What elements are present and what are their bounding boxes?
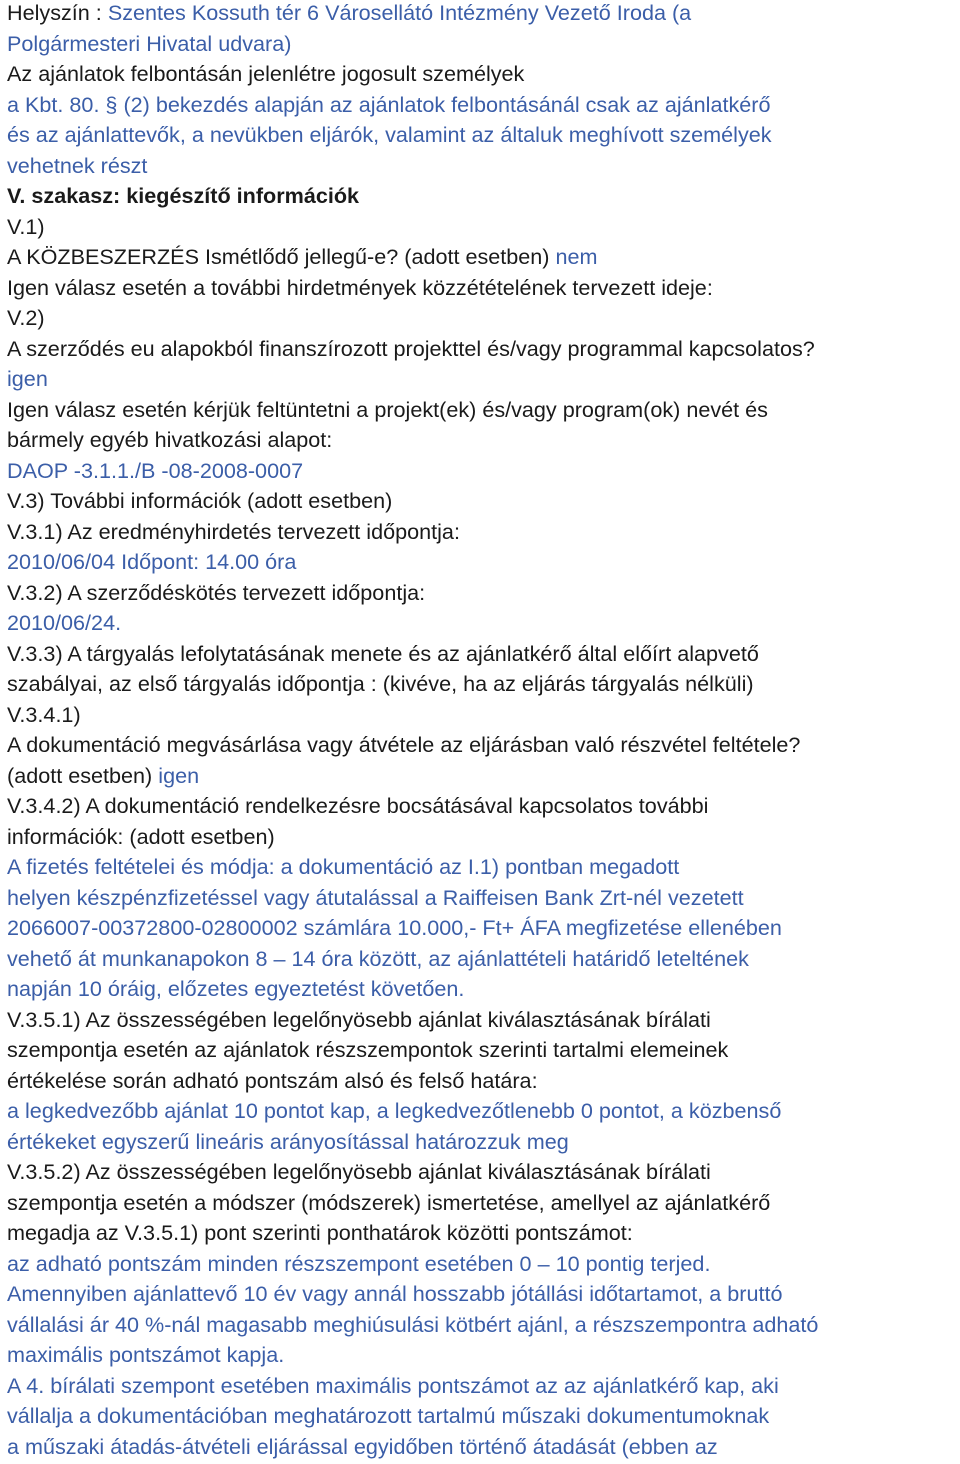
text-line <box>7 669 957 700</box>
label-text: (adott esetben) <box>7 762 159 788</box>
value-text: vállalja a dokumentációban meghatározott tartalmú műszaki dokumentumoknak <box>7 1403 770 1428</box>
value-text: a műszaki átadás-átvételi eljárással egyidőben történő átadását (ebben az <box>7 1433 718 1459</box>
section-heading: V. szakasz: kiegészítő információk <box>7 183 360 208</box>
label-text: V.3.4.2) A dokumentáció rendelkezésre bocsátásával kapcsolatos további <box>7 793 709 818</box>
text-line <box>7 974 957 1005</box>
text-line <box>7 151 957 182</box>
text-line <box>7 1279 957 1310</box>
label-text: V.3.2) A szerződéskötés tervezett időpontja: <box>7 579 426 605</box>
text-line <box>7 1005 957 1036</box>
value-text: vehető át munkanapokon 8 – 14 óra között, az ajánlattételi határidő leteltének <box>7 945 749 971</box>
text-line <box>7 1218 957 1249</box>
text-line <box>7 1096 957 1127</box>
value-text: 2066007-00372800-02800002 számlára 10.000,- Ft+ ÁFA megfizetése ellenében <box>7 915 782 940</box>
value-text: A fizetés feltételei és módja: a dokumentáció az I.1) pontban megadott <box>7 854 680 879</box>
text-line <box>7 791 957 822</box>
label-text: információk: (adott esetben) <box>7 823 275 849</box>
text-line <box>7 303 957 334</box>
text-line <box>7 700 957 731</box>
text-line <box>7 29 957 60</box>
text-line <box>7 0 957 29</box>
value-text: maximális pontszámot kapja. <box>7 1342 285 1367</box>
text-line <box>7 395 957 426</box>
value-text: értékeket egyszerű lineáris arányosítással határozzuk meg <box>7 1128 569 1154</box>
value-text: nem <box>555 244 598 269</box>
value-text: DAOP -3.1.1./B -08-2008-0007 <box>7 457 304 483</box>
label-text: szabályai, az első tárgyalás időpontja : (kivéve, ha az eljárás tárgyalás nélküli) <box>7 671 754 696</box>
text-line <box>7 59 957 90</box>
label-text: V.3.5.1) Az összességében legelőnyösebb ajánlat kiválasztásának bírálati <box>7 1006 711 1032</box>
text-line <box>7 364 957 395</box>
text-line <box>7 761 957 792</box>
label-text: bármely egyéb hivatkozási alapot: <box>7 427 333 452</box>
document-page <box>7 0 957 1462</box>
text-line <box>7 273 957 304</box>
text-line <box>7 547 957 578</box>
text-line <box>7 486 957 517</box>
text-line <box>7 242 957 273</box>
text-line <box>7 1035 957 1066</box>
label-text: V.3.3) A tárgyalás lefolytatásának menete és az ajánlatkérő által előírt alapvető <box>7 640 759 666</box>
text-line <box>7 883 957 914</box>
label-text: V.3) További információk (adott esetben) <box>7 488 393 513</box>
label-text: V.3.5.2) Az összességében legelőnyösebb ajánlat kiválasztásának bírálati <box>7 1159 711 1184</box>
text-line <box>7 1371 957 1402</box>
text-line <box>7 212 957 243</box>
label-text: Az ajánlatok felbontásán jelenlétre jogosult személyek <box>7 61 525 86</box>
value-text: napján 10 óráig, előzetes egyeztetést követően. <box>7 976 465 1001</box>
label-text: V.1) <box>7 213 45 239</box>
text-line <box>7 1432 957 1463</box>
text-line <box>7 425 957 456</box>
label-text: szempontja esetén a módszer (módszerek) ismertetése, amellyel az ajánlatkérő <box>7 1189 771 1215</box>
text-line <box>7 1127 957 1158</box>
text-line <box>7 639 957 670</box>
value-text: igen <box>158 762 200 788</box>
value-text: vállalási ár 40 %-nál magasabb meghiúsulási kötbért ajánl, a részszempontra adható <box>7 1311 819 1337</box>
label-text: A szerződés eu alapokból finanszírozott projekttel és/vagy programmal kapcsolatos? <box>7 335 815 361</box>
text-line <box>7 822 957 853</box>
text-line <box>7 1340 957 1371</box>
text-line <box>7 1066 957 1097</box>
value-text: és az ajánlattevők, a nevükben eljárók, valamint az általuk meghívott személyek <box>7 122 772 147</box>
label-text: Helyszín : <box>7 0 108 25</box>
label-text: A dokumentáció megvásárlása vagy átvétele az eljárásban való részvétel feltétele? <box>7 732 801 757</box>
text-line <box>7 517 957 548</box>
text-line <box>7 120 957 151</box>
label-text: V.3.1) Az eredményhirdetés tervezett időpontja: <box>7 518 460 544</box>
value-text: 2010/06/24. <box>7 610 122 635</box>
label-text: megadja az V.3.5.1) pont szerinti ponthatárok közötti pontszámot: <box>7 1220 633 1245</box>
text-line <box>7 1188 957 1219</box>
value-text: a legkedvezőbb ajánlat 10 pontot kap, a legkedvezőtlenebb 0 pontot, a közbenső <box>7 1098 782 1123</box>
text-line <box>7 730 957 761</box>
text-line <box>7 913 957 944</box>
value-text: az adható pontszám minden részszempont esetében 0 – 10 pontig terjed. <box>7 1250 711 1276</box>
text-line <box>7 944 957 975</box>
value-text: A 4. bírálati szempont esetében maximális pontszámot az az ajánlatkérő kap, aki <box>7 1372 779 1398</box>
text-line <box>7 334 957 365</box>
value-text: a Kbt. 80. § (2) bekezdés alapján az ajánlatok felbontásánál csak az ajánlatkérő <box>7 91 771 117</box>
label-text: V.3.4.1) <box>7 701 81 727</box>
label-text: szempontja esetén az ajánlatok részszempontok szerinti tartalmi elemeinek <box>7 1037 729 1062</box>
text-line <box>7 1310 957 1341</box>
value-text: vehetnek részt <box>7 152 148 178</box>
label-text: Igen válasz esetén a további hirdetmények közzétételének tervezett ideje: <box>7 274 713 300</box>
text-line <box>7 1157 957 1188</box>
value-text: helyen készpénzfizetéssel vagy átutalással a Raiffeisen Bank Zrt-nél vezetett <box>7 884 744 910</box>
text-line <box>7 608 957 639</box>
text-line <box>7 852 957 883</box>
text-line <box>7 578 957 609</box>
text-line <box>7 90 957 121</box>
value-text: 2010/06/04 Időpont: 14.00 óra <box>7 549 297 574</box>
text-line <box>7 1249 957 1280</box>
value-text: Amennyiben ajánlattevő 10 év vagy annál hosszabb jótállási időtartamot, a bruttó <box>7 1281 783 1306</box>
label-text: A KÖZBESZERZÉS Ismétlődő jellegű-e? (adott esetben) <box>7 244 556 269</box>
label-text: V.2) <box>7 305 45 330</box>
label-text: Igen válasz esetén kérjük feltüntetni a projekt(ek) és/vagy program(ok) nevét és <box>7 396 768 422</box>
value-text: Szentes Kossuth tér 6 Városellátó Intézmény Vezető Iroda (a <box>107 0 692 25</box>
value-text: igen <box>7 366 48 391</box>
value-text: Polgármesteri Hivatal udvara) <box>7 30 292 56</box>
text-line <box>7 1401 957 1432</box>
text-line <box>7 181 957 212</box>
text-line <box>7 456 957 487</box>
label-text: értékelése során adható pontszám alsó és felső határa: <box>7 1067 538 1093</box>
